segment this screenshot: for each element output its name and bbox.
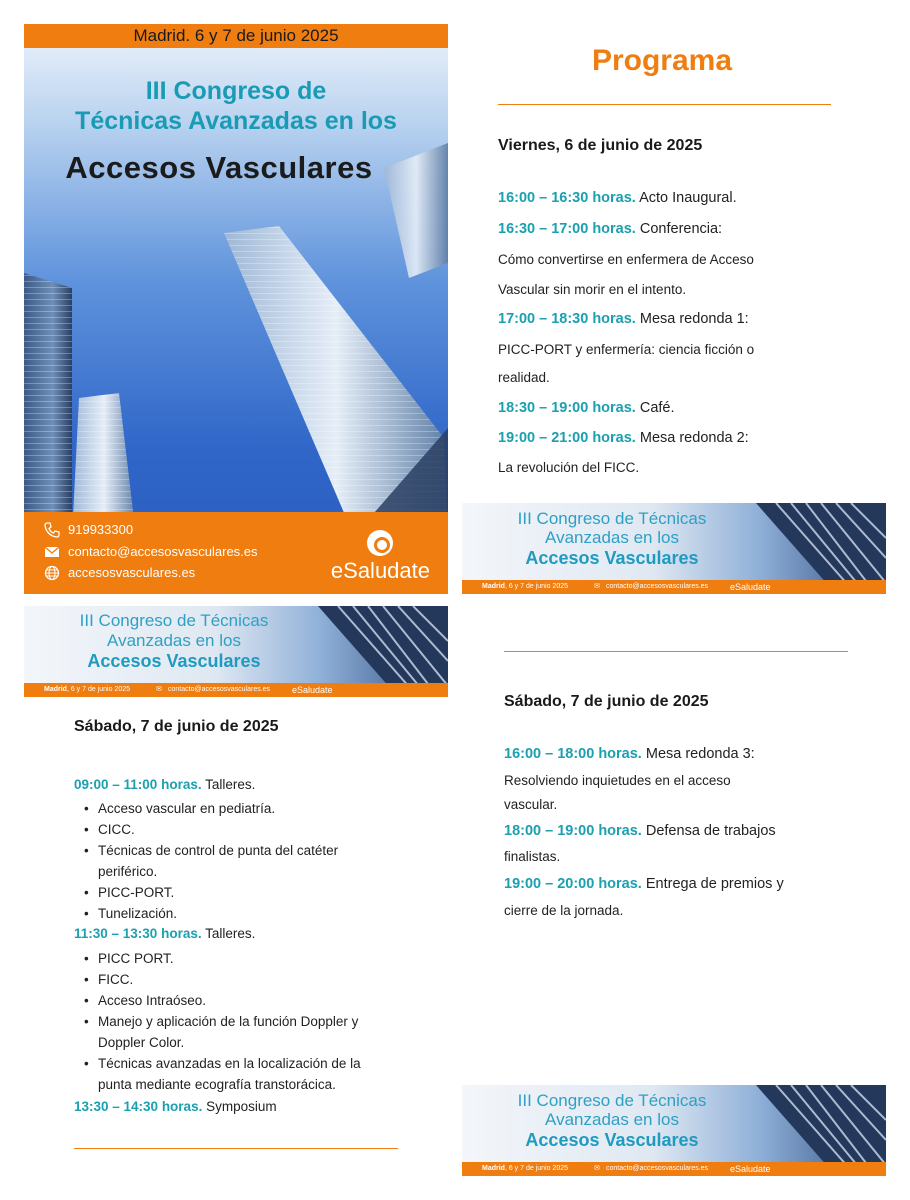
- list-item: • PICC PORT.: [74, 948, 414, 969]
- list-item-continued: punta mediante ecografía transtorácica.: [98, 1077, 336, 1092]
- poster-subtitle: Accesos Vasculares: [65, 150, 373, 185]
- divider: [498, 104, 831, 105]
- schedule-item: 16:00 – 18:00 horas. Mesa redonda 3:: [504, 746, 755, 762]
- esaludate-logo-icon: [367, 530, 393, 556]
- schedule-item: 11:30 – 13:30 horas. Talleres.: [74, 926, 256, 941]
- envelope-icon: [44, 544, 60, 560]
- schedule-detail: finalistas.: [504, 849, 561, 864]
- schedule-detail: vascular.: [504, 797, 558, 812]
- list-item: • CICC.: [74, 819, 414, 840]
- divider: [74, 1148, 398, 1149]
- schedule-item: 13:30 – 14:30 horas. Symposium: [74, 1099, 277, 1114]
- banner-contact-strip: Madrid, 6 y 7 de junio 2025 ✉ contacto@accesosvasculares.es eSaludate: [462, 1162, 886, 1176]
- list-item: • Tunelización.: [74, 903, 414, 924]
- schedule-item: 09:00 – 11:00 horas. Talleres.: [74, 777, 256, 792]
- phone-icon: [44, 522, 60, 538]
- list-item: • Acceso vascular en pediatría.: [74, 798, 414, 819]
- divider: [504, 651, 848, 652]
- banner-contact-strip: Madrid, 6 y 7 de junio 2025 ✉ contacto@accesosvasculares.es eSaludate: [24, 683, 448, 697]
- poster-title: III Congreso de Técnicas Avanzadas en los: [75, 77, 397, 135]
- list-item-continued: periférico.: [98, 864, 158, 879]
- schedule-detail: cierre de la jornada.: [504, 903, 624, 918]
- list-item: • PICC-PORT.: [74, 882, 414, 903]
- list-item: • Técnicas avanzadas en la localización de la: [74, 1053, 414, 1074]
- list-item: • Técnicas de control de punta del catéter: [74, 840, 414, 861]
- schedule-item: 19:00 – 21:00 horas. Mesa redonda 2:: [498, 430, 749, 446]
- envelope-icon: ✉: [594, 583, 600, 590]
- phone-contact[interactable]: 919933300: [68, 522, 133, 537]
- schedule-item: 19:00 – 20:00 horas. Entrega de premios y: [504, 876, 784, 892]
- schedule-detail: Vascular sin morir en el intento.: [498, 282, 687, 297]
- website-contact[interactable]: accesosvasculares.es: [68, 565, 195, 580]
- workshop-list: [74, 798, 414, 924]
- workshop-list: [74, 948, 414, 1095]
- esaludate-logo: eSaludate: [331, 530, 430, 584]
- friday-heading: Viernes, 6 de junio de 2025: [498, 137, 703, 154]
- schedule-detail: PICC-PORT y enfermería: ciencia ficción o: [498, 342, 755, 357]
- banner-contact-strip: Madrid, 6 y 7 de junio 2025 ✉ contacto@accesosvasculares.es eSaludate: [462, 580, 886, 594]
- saturday-morning-heading: Sábado, 7 de junio de 2025: [74, 718, 279, 735]
- schedule-item: 17:00 – 18:30 horas. Mesa redonda 1:: [498, 311, 749, 327]
- poster-contact-bar: [24, 512, 448, 594]
- banner-brand: eSaludate: [730, 1164, 771, 1174]
- congress-poster: [24, 24, 448, 594]
- banner-brand: eSaludate: [730, 582, 771, 592]
- globe-icon: [44, 565, 60, 581]
- banner-brand: eSaludate: [292, 685, 333, 695]
- envelope-icon: ✉: [156, 686, 162, 693]
- schedule-item: 18:00 – 19:00 horas. Defensa de trabajos: [504, 823, 776, 839]
- email-contact[interactable]: contacto@accesosvasculares.es: [68, 544, 258, 559]
- schedule-detail: Resolviendo inquietudes en el acceso: [504, 773, 731, 788]
- schedule-detail: La revolución del FICC.: [498, 460, 640, 475]
- list-item: • Acceso Intraóseo.: [74, 990, 414, 1011]
- schedule-item: 18:30 – 19:00 horas. Café.: [498, 400, 675, 416]
- congress-banner: III Congreso de Técnicas Avanzadas en los Accesos Vasculares Madrid, 6 y 7 de junio 2025 ✉ contacto@accesosvasculares.es eSaludate: [462, 503, 886, 594]
- schedule-detail: realidad.: [498, 370, 550, 385]
- congress-banner: III Congreso de Técnicas Avanzadas en los Accesos Vasculares Madrid, 6 y 7 de junio 2025 ✉ contacto@accesosvasculares.es eSaludate: [462, 1085, 886, 1176]
- list-item: • FICC.: [74, 969, 414, 990]
- schedule-detail: Cómo convertirse en enfermera de Acceso: [498, 252, 754, 267]
- congress-banner: III Congreso de Técnicas Avanzadas en los Accesos Vasculares Madrid, 6 y 7 de junio 2025 ✉ contacto@accesosvasculares.es eSaludate: [24, 606, 448, 697]
- poster-date-bar: Madrid. 6 y 7 de junio 2025: [24, 24, 448, 48]
- envelope-icon: ✉: [594, 1165, 600, 1172]
- programa-title: Programa: [591, 44, 733, 77]
- saturday-afternoon-heading: Sábado, 7 de junio de 2025: [504, 693, 709, 710]
- schedule-item: 16:00 – 16:30 horas. Acto Inaugural.: [498, 190, 737, 206]
- list-item: • Manejo y aplicación de la función Doppler y: [74, 1011, 414, 1032]
- schedule-item: 16:30 – 17:00 horas. Conferencia:: [498, 221, 723, 237]
- list-item-continued: Doppler Color.: [98, 1035, 185, 1050]
